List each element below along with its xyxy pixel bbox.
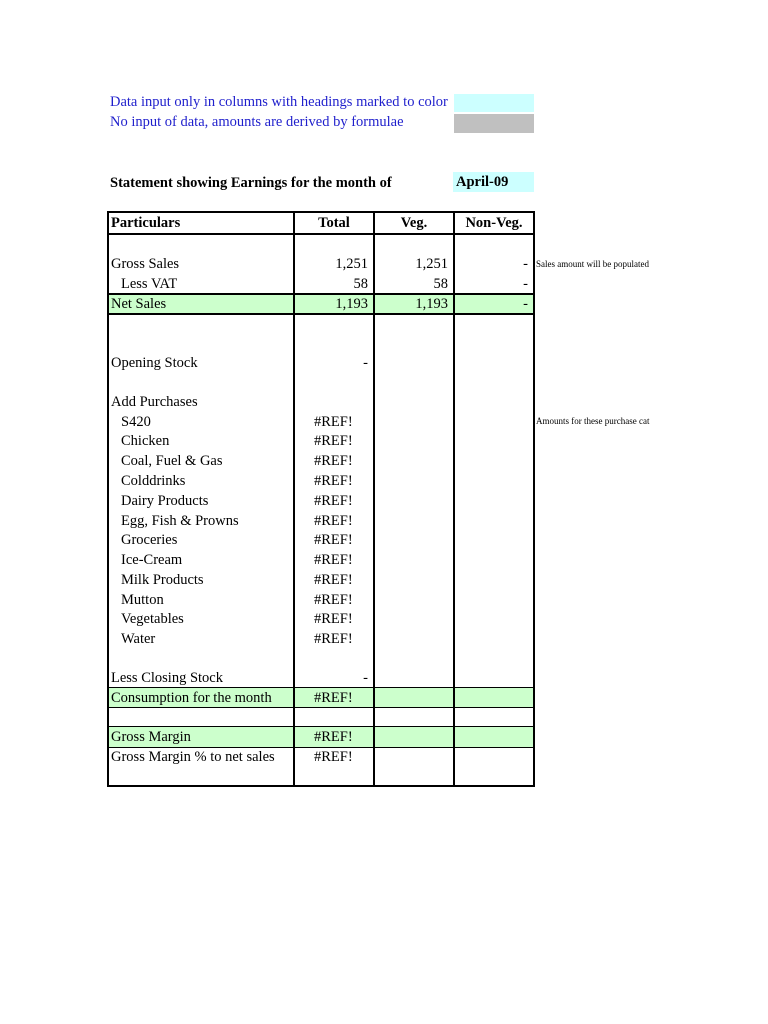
purchase-item-total: #REF! (314, 513, 353, 529)
net-sales-veg: 1,193 (415, 296, 448, 312)
header-veg: Veg. (400, 215, 428, 231)
earnings-table (107, 211, 535, 787)
less-vat-total: 58 (353, 276, 368, 292)
gross-margin-label: Gross Margin (111, 729, 191, 745)
purchase-item-label: Coal, Fuel & Gas (121, 453, 223, 469)
purchase-item-total: #REF! (314, 592, 353, 608)
consumption-label: Consumption for the month (111, 690, 272, 706)
input-color-swatch (454, 94, 534, 112)
purchase-item-label: Groceries (121, 532, 178, 548)
header-total: Total (318, 215, 350, 231)
gross-sales-veg[interactable]: 1,251 (415, 256, 448, 272)
purchase-item-label: Colddrinks (121, 473, 186, 489)
input-instruction-note: Data input only in columns with headings marked to color (110, 94, 448, 110)
purchase-item-total: #REF! (314, 532, 353, 548)
purchase-item-total: #REF! (314, 473, 353, 489)
net-sales-label: Net Sales (111, 296, 167, 312)
purchase-item-label: Chicken (121, 433, 170, 449)
opening-stock-total[interactable]: - (363, 355, 368, 371)
purchase-item-label: Vegetables (121, 611, 184, 627)
gross-margin-pct-total: #REF! (314, 749, 353, 765)
less-vat-veg[interactable]: 58 (433, 276, 448, 292)
purchase-item-total: #REF! (314, 433, 353, 449)
formula-color-swatch (454, 114, 534, 133)
net-sales-nonveg: - (523, 296, 528, 312)
purchase-item-total: #REF! (314, 493, 353, 509)
formula-instruction-note: No input of data, amounts are derived by formulae (110, 114, 404, 130)
less-vat-label: Less VAT (121, 276, 178, 292)
closing-stock-total[interactable]: - (363, 670, 368, 686)
gross-sales-total: 1,251 (335, 256, 368, 272)
gross-margin-pct-label: Gross Margin % to net sales (111, 749, 275, 765)
purchase-item-label: Egg, Fish & Prowns (121, 513, 239, 529)
sales-side-note: Sales amount will be populated (536, 259, 649, 269)
purchase-item-total: #REF! (314, 631, 353, 647)
purchase-item-total: #REF! (314, 414, 353, 430)
consumption-total: #REF! (314, 690, 353, 706)
purchase-item-total: #REF! (314, 611, 353, 627)
gross-margin-total: #REF! (314, 729, 353, 745)
gross-sales-nonveg[interactable]: - (523, 256, 528, 272)
gross-sales-label: Gross Sales (111, 256, 180, 272)
month-input[interactable]: April-09 (453, 172, 534, 192)
opening-stock-label: Opening Stock (111, 355, 198, 371)
purchase-item-total: #REF! (314, 453, 353, 469)
statement-title: Statement showing Earnings for the month of (110, 175, 392, 191)
purchase-item-total: #REF! (314, 572, 353, 588)
purchase-item-label: Milk Products (121, 572, 204, 588)
purchase-item-label: Ice-Cream (121, 552, 183, 568)
net-sales-total: 1,193 (335, 296, 368, 312)
purchase-item-label: S420 (121, 414, 151, 430)
purchase-item-total: #REF! (314, 552, 353, 568)
header-nonveg: Non-Veg. (465, 215, 523, 231)
closing-stock-label: Less Closing Stock (111, 670, 223, 686)
header-particulars: Particulars (111, 215, 181, 231)
purchase-item-label: Water (121, 631, 156, 647)
add-purchases-label: Add Purchases (111, 394, 198, 410)
purchase-item-label: Dairy Products (121, 493, 209, 509)
less-vat-nonveg[interactable]: - (523, 276, 528, 292)
purchases-side-note: Amounts for these purchase cat (536, 416, 650, 426)
purchase-item-label: Mutton (121, 592, 164, 608)
